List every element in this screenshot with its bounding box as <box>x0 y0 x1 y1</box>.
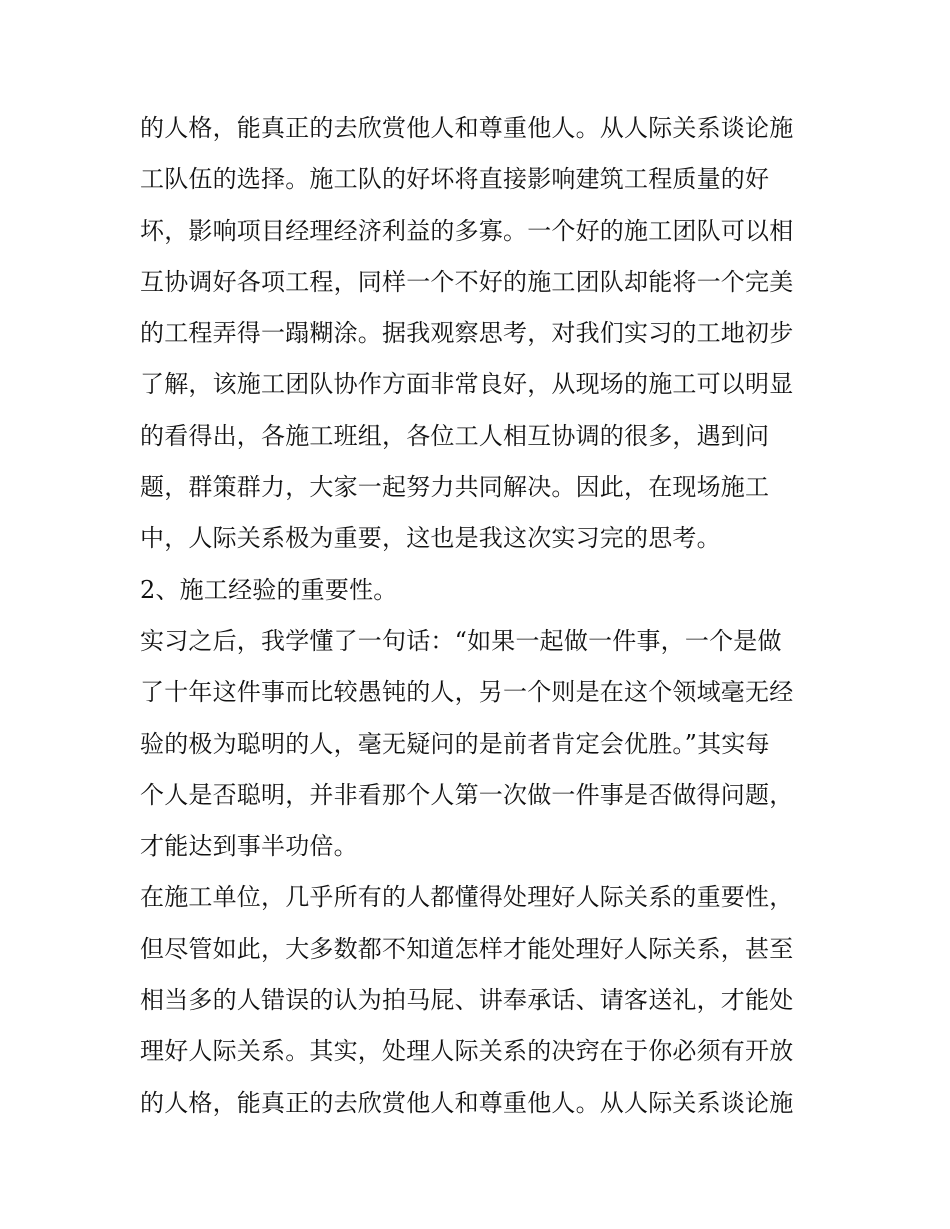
text-line: 的工程弄得一蹋糊涂。据我观察思考，对我们实习的工地初步 <box>140 319 794 348</box>
text-line: 相当多的人错误的认为拍马屁、讲奉承话、请客送礼，才能处 <box>140 986 794 1015</box>
text-line: 但尽管如此，大多数都不知道怎样才能处理好人际关系，甚至 <box>140 934 794 963</box>
text-line: 在施工单位，几乎所有的人都懂得处理好人际关系的重要性， <box>140 883 794 912</box>
text-line: 题，群策群力，大家一起努力共同解决。因此，在现场施工 <box>140 473 770 502</box>
body-text <box>140 103 820 1129</box>
text-line: 了十年这件事而比较愚钝的人，另一个则是在这个领域毫无经 <box>140 678 794 707</box>
text-line: 工队伍的选择。施工队的好坏将直接影响建筑工程质量的好 <box>140 165 770 194</box>
text-line: 互协调好各项工程，同样一个不好的施工团队却能将一个完美 <box>140 267 794 296</box>
text-line: 了解，该施工团队协作方面非常良好，从现场的施工可以明显 <box>140 370 794 399</box>
section-heading: 2、施工经验的重要性。 <box>140 575 398 604</box>
text-line: 的人格，能真正的去欣赏他人和尊重他人。从人际关系谈论施 <box>140 1088 794 1117</box>
text-line: 中，人际关系极为重要，这也是我这次实习完的思考。 <box>140 524 721 553</box>
text-line: 验的极为聪明的人，毫无疑问的是前者肯定会优胜。”其实每 <box>140 729 770 758</box>
text-line: 个人是否聪明，并非看那个人第一次做一件事是否做得问题， <box>140 780 794 809</box>
text-line: 的人格，能真正的去欣赏他人和尊重他人。从人际关系谈论施 <box>140 114 794 142</box>
text-line: 实习之后，我学懂了一句话：“如果一起做一件事，一个是做 <box>140 626 782 655</box>
text-line: 理好人际关系。其实，处理人际关系的决窍在于你必须有开放 <box>140 1037 794 1066</box>
text-line: 的看得出，各施工班组，各位工人相互协调的很多，遇到问 <box>140 421 770 450</box>
text-line: 坏，影响项目经理经济利益的多寡。一个好的施工团队可以相 <box>140 216 794 245</box>
text-line: 才能达到事半功倍。 <box>140 832 358 861</box>
